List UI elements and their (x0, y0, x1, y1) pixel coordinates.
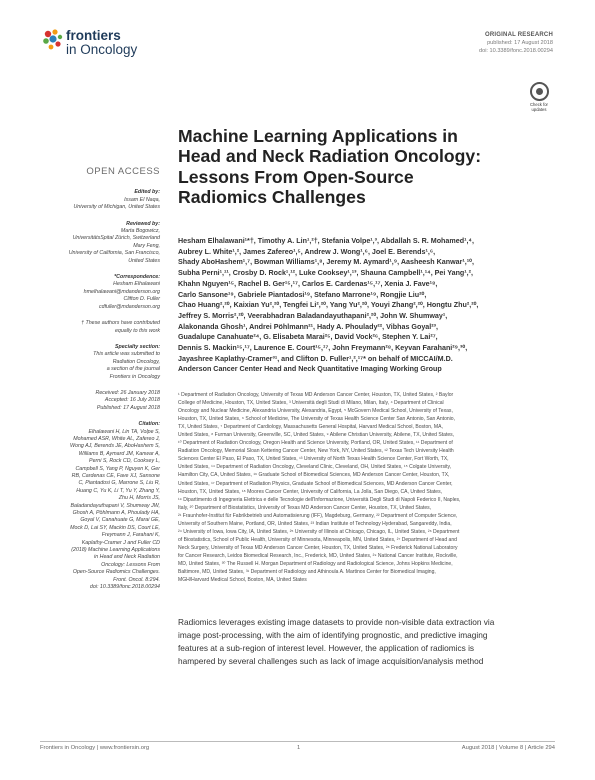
dates (28, 390, 160, 412)
correspondent-name: Clifton D. Fuller (123, 296, 160, 303)
abstract-line: image post-processing, with the aim of identifying prognostic, and predictive imaging (178, 630, 488, 640)
citation-line: Mohamed ASR, White AL, Zafereo J, (73, 435, 160, 442)
edited-by-label: Edited by: (134, 189, 160, 196)
affiliation-line: MD, United States, ³⁰ The Russell H. Morgan Department of Radiology and Radiological Science, Johns Hopkins Medicine, (178, 560, 453, 567)
specialty-line: a section of the journal (106, 366, 160, 373)
doi-link[interactable]: doi: 10.3389/fonc.2018.00294 (478, 48, 553, 54)
affiliation-line: TX, United States, ⁷ Department of Cardiology, Massachusetts General Hospital, Harvard Medical School, Boston, MA, (178, 424, 443, 431)
citation-line: Kaplathy-Cramer J and Fuller CD (81, 539, 160, 546)
affiliation-line: MGH/Harvard Medical School, Boston, MA, United States (178, 577, 307, 584)
correspondent-email[interactable]: hmelhalawani@mdanderson.org (83, 288, 160, 295)
author-line: Jayashree Kaplathy-Cramer³¹, and Clifton D. Fuller¹,²,¹⁷* on behalf of MICCAI/M.D. (178, 354, 453, 363)
abstract-line: hampered by several challenges such as lack of image acquisition/analysis method (178, 656, 484, 666)
reviewer-line: University of California, San Francisco, (68, 250, 160, 257)
specialty-section (28, 351, 160, 381)
citation-line: Campbell S, Yang P, Nguyen K, Ger (75, 465, 160, 472)
author-list (178, 236, 556, 375)
affiliation-line: Oncology and Nuclear Medicine, Alexandria University, Alexandria, Egypt, ⁵ McGovern Medical School, University of Texas, (178, 408, 453, 415)
affiliation-line: United States, ¹⁷ Department of Radiation Physics, Graduate School of Biomedical Sciences, MD Anderson Cancer Center, (178, 480, 453, 487)
page-number: 1 (297, 745, 301, 751)
affiliation-line: Sciences Center El Paso, El Paso, TX, United States, ¹³ University of North Texas Health Science Center, Fort Worth, TX, (178, 456, 449, 463)
title-line: Lessons From Open-Source (178, 166, 414, 187)
citation-line: Oncology: Lessons From (101, 561, 160, 568)
affiliation-line: Houston, TX, United States, ⁶ School of Medicine, The University of Texas Health Science Center San Antonio, San Antonio, (178, 416, 456, 423)
citation (28, 429, 160, 592)
affiliation-line: Hamilton City, CA, United States, ¹⁶ Graduate School of Biomedical Sciences, MD Anderson Cancer Center, Houston, TX, (178, 472, 450, 479)
affiliation-line: University of Southern Maine, Portland, OR, United States, ²³ Indian Institute of Technology Hyderabad, Sangareddy, India, (178, 520, 452, 527)
citation-line: Zhu H, Morris JS, (118, 495, 160, 502)
title-line: Head and Neck Radiation Oncology: (178, 146, 482, 167)
title-line: Machine Learning Applications in (178, 126, 458, 146)
author-line: Aubrey L. White¹,², James Zafereo¹,⁵, Andrew J. Wong¹,⁶, Joel E. Berends¹,⁶, (178, 247, 436, 256)
footer-journal-link[interactable]: Frontiers in Oncology | www.frontiersin.org (40, 745, 150, 751)
citation-line: Huang C, Yu K, Li T, Yu Y, Zhang Y, (76, 487, 160, 494)
open-access-label: OPEN ACCESS (86, 166, 160, 177)
editor-affiliation: University of Michigan, United States (73, 204, 160, 211)
reviewer-line: Marta Bogowicz, (120, 228, 160, 235)
citation-label: Citation: (138, 421, 160, 428)
edited-by (28, 197, 160, 212)
citation-line: Freymann J, Farahani K, (101, 532, 160, 539)
affiliation-line: ¹⁹ Dipartimento di Ingegneria Elettrica e delle Tecnologie dell'Informazione, Università Degli Studi di Napoli Federico II, Naples, (178, 496, 461, 503)
specialty-section-label: Specialty section: (114, 343, 160, 350)
check-for-updates-icon (530, 82, 549, 101)
author-line: Khahn Nguyen¹⁵, Rachel B. Ger¹⁵,¹⁷, Carlos E. Cardenas¹⁵,¹⁷, Xenia J. Fave¹⁸, (178, 279, 438, 288)
author-line: Shady AboHashem¹,⁷, Bowman Williams¹,⁸, Jeremy M. Aymard¹,⁹, Aasheesh Kanwar¹,¹⁰, (178, 258, 474, 267)
footer-divider (40, 741, 555, 742)
sidebar (28, 168, 160, 592)
footer-volume-info: August 2018 | Volume 8 | Article 294 (461, 745, 555, 751)
reviewed-by (28, 228, 160, 265)
specialty-line: This article was submitted to (93, 351, 160, 358)
editor-name: Issam El Naqa, (124, 196, 160, 203)
frontiers-logo-icon (40, 27, 68, 53)
check-updates-line2: updates (531, 107, 547, 112)
reviewer-line: UniversitätsSpital Zürich, Switzerland (72, 235, 160, 242)
citation-line: Williams B, Aymard JM, Kanwar A, (78, 450, 160, 457)
abstract (178, 616, 555, 668)
affiliation-line: Radiation Oncology, Memorial Sloan Kettering Cancer Center, New York, NY, United States, ¹² Texas Tech University Health (178, 448, 454, 455)
received-date: Received: 26 January 2018 (95, 389, 160, 396)
equal-contribution-note (28, 320, 160, 335)
check-updates-line1: Check for (530, 102, 548, 107)
article-title (178, 126, 558, 208)
affiliation-line: Houston, TX, United States, ¹⁸ Moores Cancer Center, University of California, La Jolla, San Diego, CA, United States, (178, 488, 443, 495)
affiliations (178, 391, 555, 584)
title-line: Radiomics Challenges (178, 187, 366, 208)
author-line: Alakonanda Ghosh¹, Andrei Pöhlmann²¹, Hady A. Phoulady²², Vibhas Goyal²³, (178, 322, 438, 331)
citation-line: in Head and Neck Radiation (94, 554, 160, 561)
author-line: Dennis S. Mackin¹⁵,¹⁷, Laurence E. Court¹⁵,¹⁷, John Freymann²⁸, Keyvan Farahani²⁹,³⁰, (178, 344, 468, 353)
citation-line: (2018) Machine Learning Applications (71, 547, 160, 554)
specialty-line: Radiation Oncology, (112, 358, 160, 365)
published-date: published: 17 August 2018 (487, 40, 553, 46)
affiliation-line: ¹⁰ Department of Radiation Oncology, Oregon Health and Science University, Portland, OR, United States, ¹¹ Department of (178, 440, 453, 447)
affiliation-line: of Biostatistics, School of Public Health, University of Minnesota, Minneapolis, MN, United States, ²⁷ Department of Head and (178, 536, 457, 543)
author-line: Guadalupe Canahuate²⁴, G. Elisabeta Marai²⁵, David Vock²⁶, Stephen Y. Lai²⁷, (178, 333, 438, 342)
affiliation-line: United States, ¹⁴ Department of Radiation Oncology, Cleveland Clinic, Cleveland, OH, United States, ¹⁵ Colgate University, (178, 464, 452, 471)
citation-line: Perni S, Rock CD, Cooksey L, (89, 458, 160, 465)
citation-line: RB, Cardenas CE, Fave XJ, Sansone (71, 473, 160, 479)
article-meta (479, 31, 553, 55)
citation-line: Ghosh A, Pöhlmann A, Phoulady HA, (72, 510, 160, 517)
reviewer-line: United States (128, 257, 160, 264)
citation-line: Elhalawani H, Lin TA, Volpe S, (88, 428, 160, 435)
citation-line: Front. Oncol. 8:294. (113, 576, 160, 583)
affiliation-line: ¹ Department of Radiation Oncology, University of Texas MD Anderson Cancer Center, Houston, TX, United States, ² Baylor (178, 392, 454, 398)
citation-line: Mock D, Lai SY, Mackin DS, Court LE, (70, 524, 160, 531)
check-for-updates-button[interactable] (528, 82, 550, 112)
affiliation-line: Neck Surgery, University of Texas MD Anderson Cancer Center, Houston, TX, United States, ²⁸ Frederick National Laboratory (178, 544, 458, 551)
correspondent-name: Hesham Elhalawani (113, 281, 160, 288)
note-line: equally to this work (114, 327, 160, 334)
author-line: Anderson Cancer Center Head and Neck Quantitative Imaging Working Group (178, 365, 442, 374)
accepted-date: Accepted: 16 July 2018 (104, 397, 160, 404)
author-line: Carlo Sansone¹⁹, Gabriele Piantadosi¹⁹, Stefano Marrone¹⁹, Rongjie Liu²⁰, (178, 290, 427, 299)
affiliation-line: ²¹ Fraunhofer-Institut für Fabrikbetrieb und Automatisierung (IFF), Magdeburg, Germany, ²² Department of Computer Science, (178, 512, 458, 519)
journal-brand: frontiers (66, 28, 121, 43)
citation-line: Goyal V, Canahuate G, Marai GE, (80, 517, 160, 524)
citation-line: Baladandayuthapani V, Shumway JW, (70, 502, 160, 509)
affiliation-line: Italy, ²⁰ Department of Biostatistics, University of Texas MD Anderson Cancer Center, Houston, TX, United States, (178, 504, 432, 511)
author-line: Chao Huang²,²⁰, Kaixian Yu²,²⁰, Tengfei Li²,²⁰, Yang Yu²,²⁰, Youyi Zhang²,²⁰, Hongtu Zhu²,²⁰, (178, 301, 479, 310)
reviewer-line: Mary Feng, (133, 242, 160, 249)
affiliation-line: United States, ⁸ Furman University, Greenville, SC, United States, ⁹ Abilene Christian University, Abilene, TX, United States, (178, 432, 455, 439)
affiliation-line: Baltimore, MD, United States, ³¹ Department of Radiology and Athinoula A. Martinos Center for Biomedical Imaging, (178, 569, 436, 576)
published-date-sidebar: Published: 17 August 2018 (96, 404, 160, 411)
citation-line: doi: 10.3389/fonc.2018.00294 (89, 584, 160, 591)
correspondence (28, 281, 160, 311)
abstract-line: Radiomics leverages existing image datasets to provide non-visible data extraction via (178, 617, 495, 627)
affiliation-line: College of Medicine, Houston, TX, United States, ³ Università degli Studi di Milano, Milan, Italy, ⁴ Department of Clinical (178, 400, 444, 407)
correspondence-label: *Correspondence: (114, 274, 160, 281)
abstract-line: features at a sub-region of interest level. However, the application of radiomics is (178, 643, 475, 653)
citation-line: Wong AJ, Berends JE, AboHashem S, (70, 443, 160, 450)
journal-name: in Oncology (66, 42, 138, 57)
note-line: † These authors have contributed (81, 320, 160, 327)
article-type: ORIGINAL RESEARCH (485, 32, 553, 38)
citation-line: Open-Source Radiomics Challenges. (72, 569, 160, 576)
affiliation-line: ²⁴ University of Iowa, Iowa City, IA, United States, ²⁵ University of Illinois at Chicago, Chicago, IL, United States, ²⁶ Department (178, 528, 460, 535)
citation-line: C, Piantadosi G, Marrone S, Liu R, (78, 480, 160, 487)
author-line: Subha Perni¹,¹¹, Crosby D. Rock¹,¹², Luke Cooksey¹,¹³, Shauna Campbell¹,¹⁴, Pei Yang¹,², (178, 269, 474, 278)
reviewed-by-label: Reviewed by: (126, 220, 160, 227)
author-line: Hesham Elhalawani¹*†, Timothy A. Lin¹,²†, Stefania Volpe¹,³, Abdallah S. R. Mohamed¹,⁴, (178, 237, 474, 245)
specialty-line: Frontiers in Oncology (109, 373, 160, 380)
author-line: Jeffrey S. Morris²,²⁰, Veerabhadran Baladandayuthapani²,²⁰, John W. Shumway¹, (178, 311, 448, 320)
affiliation-line: for Cancer Research, Leidos Biomedical Research, Inc., Frederick, MD, United States, ²⁹ National Cancer Institute, Rockville, (178, 552, 458, 559)
correspondent-email[interactable]: cdfuller@mdanderson.org (98, 303, 160, 310)
